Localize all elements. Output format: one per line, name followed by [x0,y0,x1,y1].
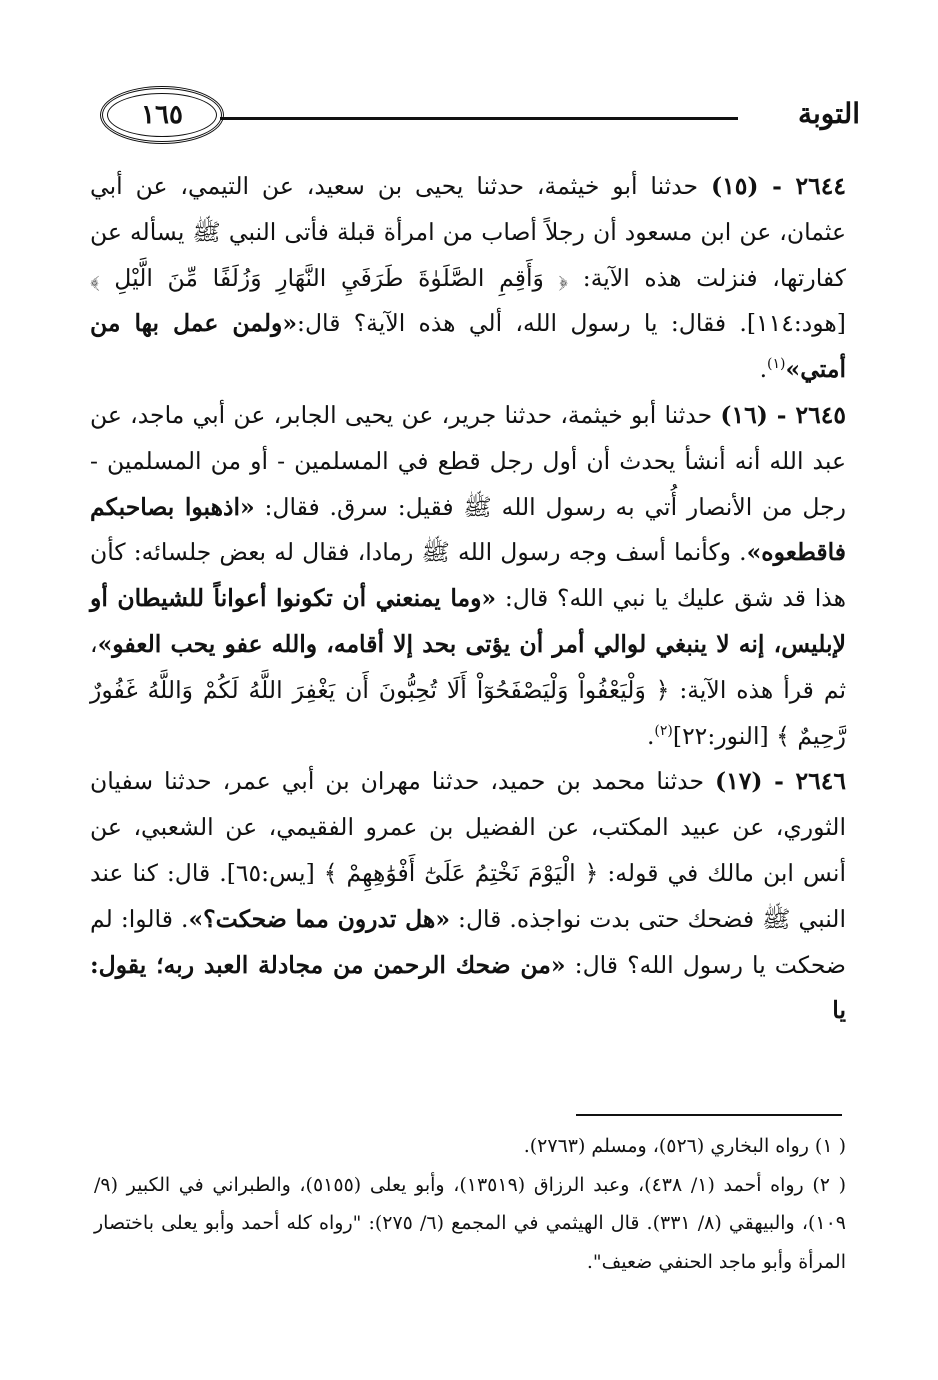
text-span: حدثنا محمد بن حميد، حدثنا مهران بن أبي عمر، حدثنا سفيان الثوري، عن عبيد المكتب، عن الفضيل بن عمرو الفقيمي، عن الشعبي، عن أنس ابن مالك في قوله: [90,767,846,887]
main-text [90,164,846,1034]
hadith-2645 [90,393,846,759]
prophet-saying: «من ضحك الرحمن من مجادلة العبد ربه؛ يقول: يا [90,950,846,1025]
hadith-number: ٢٦٤٥ - (١٦) [720,400,846,429]
text-span: . وكأنما أسف وجه رسول الله ﷺ رمادا، فقال له بعض جلسائه: كأن هذا قد شق عليك يا نبي الله؟ قال: [90,538,847,613]
prophet-saying: «اذهبوا بصاحبكم فاقطعوه» [90,492,846,567]
footnote-1: ( ١) رواه البخاري (٥٢٦)، ومسلم (٢٧٦٣). [523,1135,846,1157]
text-span: . قالوا: لم ضحكت يا رسول الله؟ قال: [90,904,846,979]
hadith-2646 [90,759,846,1034]
text-span: [يس:٦٥]. قال: كنا عند النبي ﷺ فضحك حتى بدت نواجذه. قال: [90,858,846,933]
prophet-saying: «هل تدرون مما ضحكت؟» [188,904,451,933]
text-span: . [759,355,768,384]
text-span: . [646,721,655,750]
footnotes [94,1127,846,1281]
text-span: ، ثم قرأ هذه الآية: [90,629,846,704]
header-rule [220,117,738,120]
text-span: [النور:٢٢] [672,721,777,750]
quran-verse: ﴿ وَأَقِمِ الصَّلَوٰةَ طَرَفَيِ النَّهَارِ وَزُلَفًا مِّنَ الَّيْلِ ﴾ [90,263,569,292]
page-number: ١٦٥ [100,86,224,144]
text-span: [هود:١١٤]. فقال: يا رسول الله، ألي هذه الآية؟ قال: [297,309,846,338]
text-span: حدثنا أبو خيثمة، حدثنا جرير، عن يحيى الجابر، عن أبي ماجد، عن عبد الله أنه أنشأ يحدث أن أول رجل قطع في المسلمين - أو من المسلمين - رجل من الأنصار أُتي به رسول الله ﷺ فقيل: سرق. فقال: [90,400,846,521]
hadith-2644 [90,164,846,393]
hadith-number: ٢٦٤٦ - (١٧) [714,767,846,796]
chapter-title: التوبة [797,97,860,130]
quran-verse: ﴿ وَلْيَعْفُواْ وَلْيَصْفَحُوٓاْ أَلَا تُحِبُّونَ أَن يَغْفِرَ اللَّهُ لَكُمْ وَاللَّهُ غَفُورٌ رَّحِيمٌ ﴾ [90,675,846,750]
text-span: حدثنا أبو خيثمة، حدثنا يحيى بن سعيد، عن التيمي، عن أبي عثمان، عن ابن مسعود أن رجلاً أصاب من امرأة قبلة فأتى النبي ﷺ يسأله عن كفارتها، فنزلت هذه الآية: [90,172,846,292]
footnote-2: ( ٢) رواه أحمد (١/ ٤٣٨)، وعبد الرزاق (١٣٥١٩)، وأبو يعلى (٥١٥٥)، والطبراني في الكبير (٩/ ١٠٩)، والبيهقي (٨/ ٣٣١). قال الهيثمي في المجمع (٦/ ٢٧٥): "رواه كله أحمد وأبو يعلى باختصار المرأة وأبو ماجد الحنفي ضعيف". [94,1173,846,1273]
hadith-number: ٢٦٤٤ - (١٥) [710,172,846,200]
page-header [100,86,860,148]
prophet-saying: «وما يمنعني أن تكونوا أعواناً للشيطان أو لإبليس، إنه لا ينبغي لوالي أمر أن يؤتى بحد إلا أقامه، والله عفو يحب العفو» [90,584,846,658]
quran-verse: ﴿ الْيَوْمَ نَخْتِمُ عَلَىٰٓ أَفْوَٰهِهِمْ ﴾ [323,858,599,887]
footnote-ref: (٢) [654,722,673,739]
footnote-separator [576,1114,842,1116]
footnote-ref: (١) [767,356,786,373]
prophet-saying: «ولمن عمل بها من أمتي» [90,309,846,384]
